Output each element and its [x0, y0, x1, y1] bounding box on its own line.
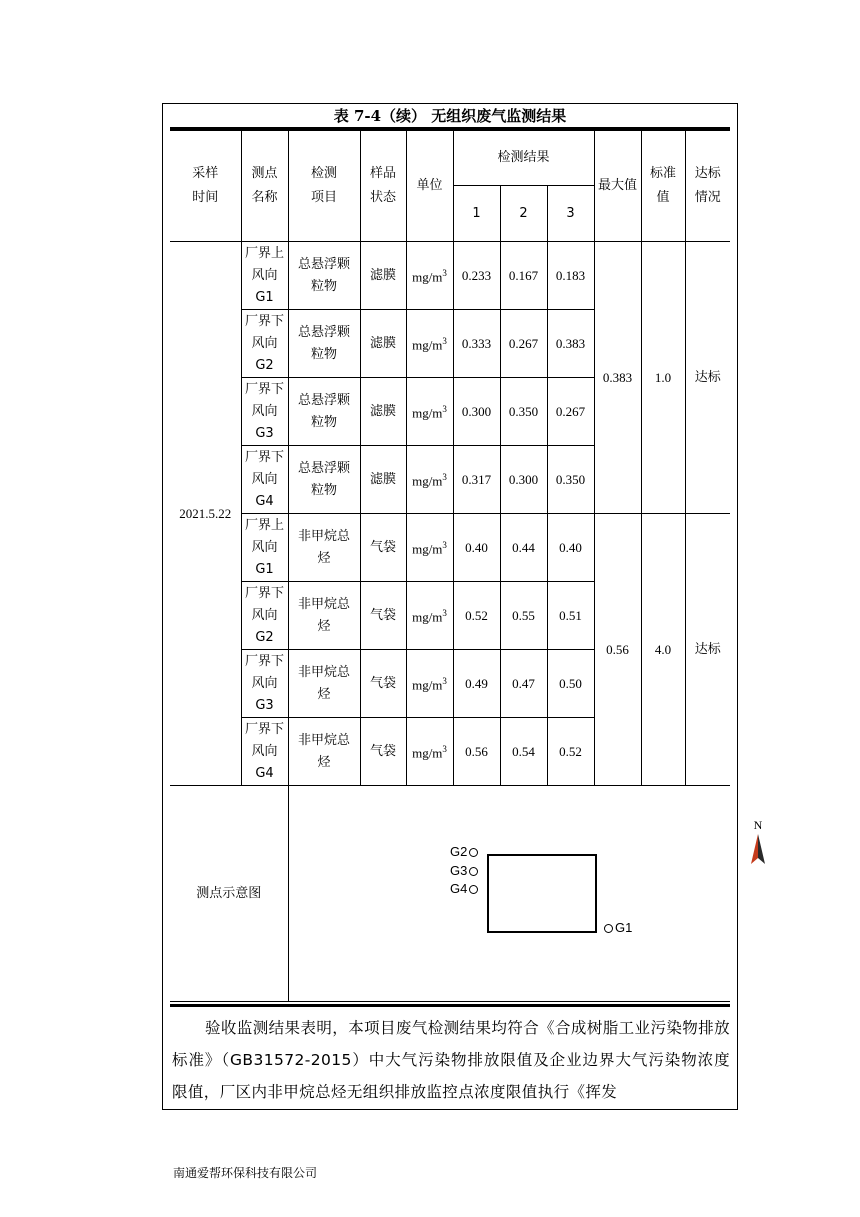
result-3: 0.51: [547, 582, 594, 650]
compliance-status: 达标: [685, 242, 730, 514]
point-name: 厂界下风向G2: [241, 310, 288, 378]
point-name: 厂界下风向G3: [241, 650, 288, 718]
result-2: 0.54: [500, 718, 547, 786]
sample-state: 滤膜: [360, 242, 406, 310]
point-name: 厂界上风向G1: [241, 514, 288, 582]
max-value: 0.56: [594, 514, 641, 786]
header-state: 样品状态: [360, 131, 406, 242]
result-2: 0.55: [500, 582, 547, 650]
result-1: 0.233: [453, 242, 500, 310]
result-1: 0.52: [453, 582, 500, 650]
test-item: 总悬浮颗粒物: [288, 446, 360, 514]
plant-boundary: [487, 854, 597, 933]
table-row: [170, 514, 730, 582]
result-3: 0.50: [547, 650, 594, 718]
north-arrow: [748, 818, 768, 870]
unit: $mg/m^3$: [406, 514, 453, 582]
point-g1-marker: G1: [604, 920, 632, 936]
unit: $mg/m^3$: [406, 446, 453, 514]
conclusion-text: 验收监测结果表明，本项目废气检测结果均符合《合成树脂工业污染物排放标准》（GB31572-2015）中大气污染物排放限值及企业边界大气污染物浓度限值，厂区内非甲烷总烃无组织排放监控点浓度限值执行《挥发: [172, 1019, 730, 1101]
test-item: 总悬浮颗粒物: [288, 242, 360, 310]
header-point: 测点名称: [241, 131, 288, 242]
unit: $mg/m^3$: [406, 242, 453, 310]
table-bottom-rule: [170, 1004, 730, 1007]
point-name: 厂界下风向G4: [241, 718, 288, 786]
point-name: 厂界下风向G4: [241, 446, 288, 514]
result-3: 0.383: [547, 310, 594, 378]
unit: $mg/m^3$: [406, 650, 453, 718]
result-1: 0.56: [453, 718, 500, 786]
unit: $mg/m^3$: [406, 310, 453, 378]
test-item: 非甲烷总烃: [288, 650, 360, 718]
header-time: 采样时间: [170, 131, 241, 242]
sample-state: 滤膜: [360, 446, 406, 514]
result-1: 0.300: [453, 378, 500, 446]
unit: $mg/m^3$: [406, 582, 453, 650]
point-name: 厂界下风向G3: [241, 378, 288, 446]
unit: $mg/m^3$: [406, 718, 453, 786]
north-label: N: [753, 818, 763, 832]
result-3: 0.52: [547, 718, 594, 786]
result-3: 0.183: [547, 242, 594, 310]
header-result-2: 2: [500, 186, 547, 242]
header-standard: 标准值: [641, 131, 685, 242]
header-unit: 单位: [406, 131, 453, 242]
header-results: 检测结果: [453, 131, 594, 186]
result-3: 0.350: [547, 446, 594, 514]
standard-value: 1.0: [641, 242, 685, 514]
sample-state: 气袋: [360, 582, 406, 650]
point-name: 厂界下风向G2: [241, 582, 288, 650]
result-2: 0.350: [500, 378, 547, 446]
north-arrow-icon: [748, 818, 768, 870]
company-footer: 南通爱帮环保科技有限公司: [173, 1166, 318, 1180]
table-row: [170, 242, 730, 310]
unit: $mg/m^3$: [406, 378, 453, 446]
sample-state: 气袋: [360, 514, 406, 582]
result-1: 0.49: [453, 650, 500, 718]
point-g2-marker: G2: [450, 844, 478, 860]
result-1: 0.333: [453, 310, 500, 378]
header-result-3: 3: [547, 186, 594, 242]
table-title: 表 7-4（续） 无组织废气监测结果: [333, 107, 567, 125]
result-2: 0.267: [500, 310, 547, 378]
sample-state: 滤膜: [360, 310, 406, 378]
header-max: 最大值: [594, 131, 641, 242]
result-1: 0.40: [453, 514, 500, 582]
result-2: 0.300: [500, 446, 547, 514]
result-1: 0.317: [453, 446, 500, 514]
test-item: 总悬浮颗粒物: [288, 378, 360, 446]
result-2: 0.44: [500, 514, 547, 582]
point-name: 厂界上风向G1: [241, 242, 288, 310]
sampling-point-diagram: [288, 790, 730, 1005]
header-result-1: 1: [453, 186, 500, 242]
sample-state: 气袋: [360, 718, 406, 786]
result-3: 0.40: [547, 514, 594, 582]
compliance-status: 达标: [685, 514, 730, 786]
sample-date: 2021.5.22: [170, 242, 241, 786]
test-item: 总悬浮颗粒物: [288, 310, 360, 378]
header-item: 检测项目: [288, 131, 360, 242]
diagram-label: 测点示意图: [170, 786, 288, 1002]
test-item: 非甲烷总烃: [288, 718, 360, 786]
result-2: 0.167: [500, 242, 547, 310]
sample-state: 气袋: [360, 650, 406, 718]
max-value: 0.383: [594, 242, 641, 514]
header-compliance: 达标情况: [685, 131, 730, 242]
point-g3-marker: G3: [450, 863, 478, 879]
result-2: 0.47: [500, 650, 547, 718]
result-3: 0.267: [547, 378, 594, 446]
sample-state: 滤膜: [360, 378, 406, 446]
point-g4-marker: G4: [450, 881, 478, 897]
test-item: 非甲烷总烃: [288, 582, 360, 650]
test-item: 非甲烷总烃: [288, 514, 360, 582]
standard-value: 4.0: [641, 514, 685, 786]
